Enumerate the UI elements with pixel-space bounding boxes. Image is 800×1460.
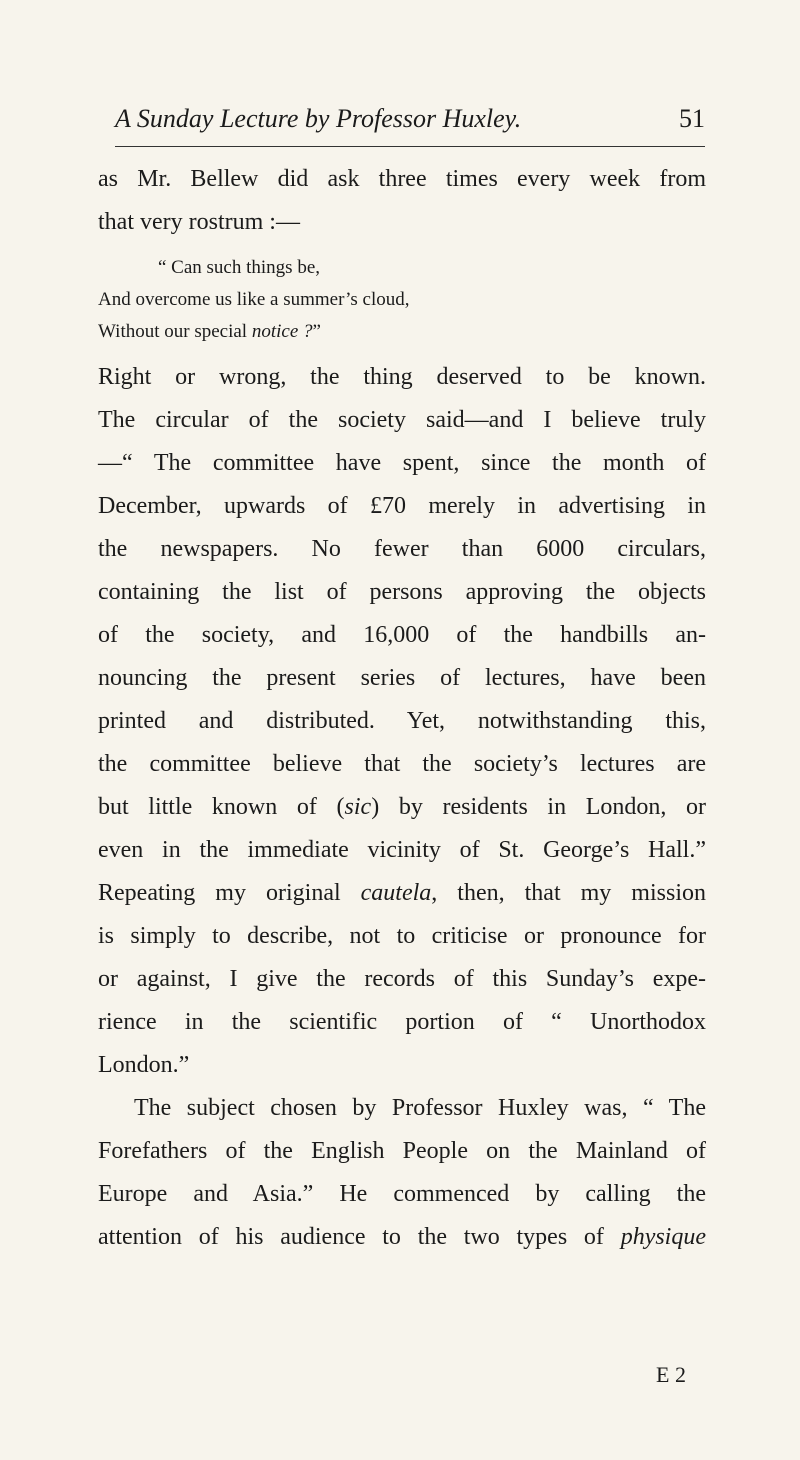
- verse-quotation: [98, 252, 706, 348]
- verse-italic: notice ?: [251, 321, 313, 342]
- signature-mark: E 2: [656, 1362, 686, 1387]
- text-run: , then, that my mission: [431, 880, 706, 906]
- text-line: nouncing the present series of lectures, have been: [98, 665, 706, 691]
- text-line: London.”: [98, 1052, 190, 1078]
- text-line: —“ The committee have spent, since the month of: [98, 450, 706, 476]
- text-line: December, upwards of £70 merely in advertising in: [98, 493, 706, 519]
- verse-line: And overcome us like a summer’s cloud,: [98, 289, 410, 310]
- text-line: [98, 786, 706, 829]
- text-run: attention of his audience to the two types of: [98, 1224, 621, 1250]
- verse-text: Without our special: [98, 321, 252, 342]
- text-line: The subject chosen by Professor Huxley was, “ The: [134, 1095, 706, 1121]
- italic-run: sic: [344, 794, 372, 820]
- text-line: is simply to describe, not to criticise or pronounce for: [98, 923, 706, 949]
- text-run: but little known of (: [98, 794, 345, 820]
- text-line: the committee believe that the society’s lectures are: [98, 751, 706, 777]
- text-line: the newspapers. No fewer than 6000 circulars,: [98, 536, 706, 562]
- verse-line: “ Can such things be,: [158, 257, 321, 278]
- text-line: [98, 1216, 706, 1259]
- italic-run: cautela: [360, 880, 432, 906]
- text-line: Europe and Asia.” He commenced by calling the: [98, 1181, 706, 1207]
- text-line: even in the immediate vicinity of St. George’s Hall.”: [98, 837, 706, 863]
- text-line: as Mr. Bellew did ask three times every week from: [98, 166, 706, 192]
- italic-run: physique: [620, 1224, 706, 1250]
- text-run: Repeating my original: [98, 880, 361, 906]
- text-run: ) by residents in London, or: [371, 794, 707, 820]
- text-line: rience in the scientific portion of “ Unorthodox: [98, 1009, 706, 1035]
- running-head: [115, 104, 705, 140]
- page-number: 51: [679, 104, 705, 133]
- text-line: of the society, and 16,000 of the handbills an-: [98, 622, 706, 648]
- text-line: that very rostrum :—: [98, 209, 300, 235]
- body-text: [98, 158, 706, 1259]
- text-line: printed and distributed. Yet, notwithstanding this,: [98, 708, 706, 734]
- verse-line: [98, 316, 706, 348]
- text-line: The circular of the society said—and I believe truly: [98, 407, 706, 433]
- text-line: containing the list of persons approving the objects: [98, 579, 706, 605]
- text-line: Forefathers of the English People on the Mainland of: [98, 1138, 706, 1164]
- verse-text: ”: [312, 321, 321, 342]
- running-title: A Sunday Lecture by Professor Huxley.: [115, 104, 522, 133]
- text-line: [98, 872, 706, 915]
- text-line: Right or wrong, the thing deserved to be known.: [98, 364, 706, 390]
- header-rule: [115, 146, 705, 147]
- text-line: or against, I give the records of this Sunday’s expe-: [98, 966, 706, 992]
